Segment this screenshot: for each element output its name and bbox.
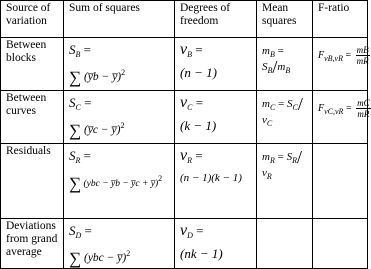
dof-lhs [180, 149, 253, 167]
source-label: Between blocks [6, 39, 47, 64]
ms-eq: = [274, 151, 287, 163]
ms-slash: / [296, 147, 302, 167]
f-den: mR [356, 56, 369, 66]
ms-den-sub: R [266, 172, 272, 181]
header-f-ratio-text: F-ratio [318, 2, 350, 14]
source-cell [1, 144, 64, 219]
f-sub: νB,νR [324, 53, 343, 63]
ms-den: ν [262, 114, 267, 126]
ss-sub: C [75, 103, 81, 112]
ms-num: S [262, 61, 268, 73]
ss-expression: (y̅b − y̅) [84, 71, 122, 83]
sum-of-squares-cell [64, 219, 175, 269]
ms-den: ν [262, 167, 267, 179]
f-formula [318, 98, 370, 119]
f-num: mC [357, 98, 370, 108]
ss-expression: (ybc − y̅b − y̅c + y̅) [83, 179, 159, 189]
dof-sub: C [187, 103, 193, 112]
ms-num-sub: B [267, 66, 273, 75]
dof-cell [175, 91, 257, 144]
dof-eq: = [192, 42, 203, 57]
header-sum-of-squares [64, 1, 175, 38]
f-num: mB [356, 45, 369, 55]
ss-sub: R [75, 156, 81, 165]
mean-squares-cell [257, 144, 313, 219]
ss-rhs [69, 66, 171, 87]
f-fraction [356, 98, 371, 119]
ss-exponent: 2 [158, 174, 163, 183]
ms-lhs-sub: B [269, 50, 275, 59]
ms-slash: / [272, 57, 278, 77]
ms-num-sub: R [292, 156, 297, 165]
dof-sub: R [187, 156, 192, 165]
dof-lhs [180, 96, 253, 114]
table-row [1, 144, 368, 219]
f-fraction [356, 45, 370, 66]
source-cell [1, 38, 64, 91]
ss-lhs [69, 149, 171, 167]
ss-expression: (ybc − y̅) [84, 252, 127, 264]
header-f-ratio [313, 1, 368, 38]
ss-symbol: S [69, 95, 76, 110]
source-cell [1, 219, 64, 269]
dof-symbol: ν [180, 94, 188, 111]
ms-lhs: m [262, 151, 270, 163]
dof-cell [175, 38, 257, 91]
f-ratio-cell [313, 144, 368, 219]
ss-exponent: 2 [126, 249, 131, 258]
f-eq: = [342, 49, 354, 61]
f-eq: = [343, 102, 355, 114]
f-ratio-cell [313, 219, 368, 269]
ss-lhs [69, 96, 171, 114]
ms-den-sub: C [266, 119, 273, 128]
dof-symbol: ν [180, 41, 188, 58]
ss-eq: = [81, 223, 92, 238]
ms-lhs-sub: R [269, 156, 275, 165]
header-sum-of-squares-text: Sum of squares [69, 2, 140, 14]
sum-symbol: ∑ [69, 121, 82, 140]
ms-eq: = [274, 45, 284, 57]
header-source-text: Source of variation [6, 2, 51, 27]
dof-sub: B [187, 50, 192, 59]
ss-eq: = [80, 148, 91, 163]
ms-num: S [286, 151, 293, 163]
ss-sub: D [75, 231, 82, 240]
header-source [1, 1, 64, 38]
sum-symbol: ∑ [69, 68, 82, 87]
dof-expression: (n − 1)(k − 1) [180, 172, 242, 184]
header-row [1, 1, 368, 38]
header-mean-squares-text: Mean squares [262, 2, 297, 27]
source-label: Deviations from grand average [6, 220, 58, 258]
ss-rhs [69, 119, 171, 140]
ss-lhs [69, 224, 171, 242]
ms-lhs: m [262, 98, 270, 110]
sum-symbol: ∑ [69, 174, 82, 193]
dof-lhs [180, 224, 253, 242]
header-mean-squares [257, 1, 313, 38]
dof-symbol: ν [180, 222, 188, 239]
ms-eq: = [275, 98, 288, 110]
ms-formula [262, 94, 309, 130]
f-formula [318, 45, 369, 66]
mean-squares-cell [257, 38, 313, 91]
f-symbol: F [318, 49, 325, 61]
sum-of-squares-cell [64, 38, 175, 91]
ms-lhs: m [262, 45, 270, 57]
ss-symbol: S [69, 223, 76, 238]
ms-den-sub: B [285, 66, 291, 75]
sum-of-squares-cell [64, 91, 175, 144]
sum-symbol: ∑ [69, 249, 82, 268]
mean-squares-cell [257, 91, 313, 144]
dof-lhs [180, 43, 253, 61]
ss-lhs [69, 43, 171, 61]
f-sub: νC,νR [324, 106, 344, 116]
source-cell [1, 91, 64, 144]
table-row [1, 91, 368, 144]
source-label: Residuals [6, 145, 51, 157]
header-degrees-of-freedom-text: Degrees of freedom [180, 2, 231, 27]
ms-slash: / [297, 94, 303, 114]
ss-eq: = [80, 95, 92, 110]
sum-of-squares-cell [64, 144, 175, 219]
ms-num: S [287, 98, 293, 110]
f-symbol: F [318, 102, 325, 114]
ss-sub: B [75, 50, 81, 59]
ms-den: m [277, 61, 286, 73]
dof-expression: (nk − 1) [180, 246, 223, 261]
header-degrees-of-freedom [175, 1, 257, 38]
ms-num-sub: C [292, 103, 298, 112]
source-label: Between curves [6, 92, 47, 117]
dof-symbol: ν [180, 147, 188, 164]
dof-expression: (k − 1) [180, 118, 217, 133]
ms-formula [262, 147, 309, 183]
dof-cell [175, 219, 257, 269]
ss-symbol: S [69, 42, 76, 57]
mean-squares-cell [257, 219, 313, 269]
ss-expression: (y̅c − y̅) [84, 124, 121, 136]
table-row [1, 219, 368, 269]
dof-eq: = [192, 223, 204, 238]
ss-rhs [69, 247, 171, 268]
dof-sub: D [187, 231, 193, 240]
ms-lhs-sub: C [269, 103, 276, 112]
f-ratio-cell [313, 38, 368, 91]
dof-cell [175, 144, 257, 219]
ss-symbol: S [69, 148, 76, 163]
dof-expression: (n − 1) [180, 65, 217, 80]
ss-eq: = [80, 42, 91, 57]
ss-exponent: 2 [120, 121, 125, 130]
ms-formula [262, 45, 309, 77]
ss-exponent: 2 [121, 68, 126, 77]
dof-eq: = [192, 148, 203, 163]
ss-rhs [69, 172, 171, 191]
f-den: mR [357, 109, 370, 119]
table-row [1, 38, 368, 91]
dof-eq: = [192, 95, 204, 110]
f-ratio-cell [313, 91, 368, 144]
